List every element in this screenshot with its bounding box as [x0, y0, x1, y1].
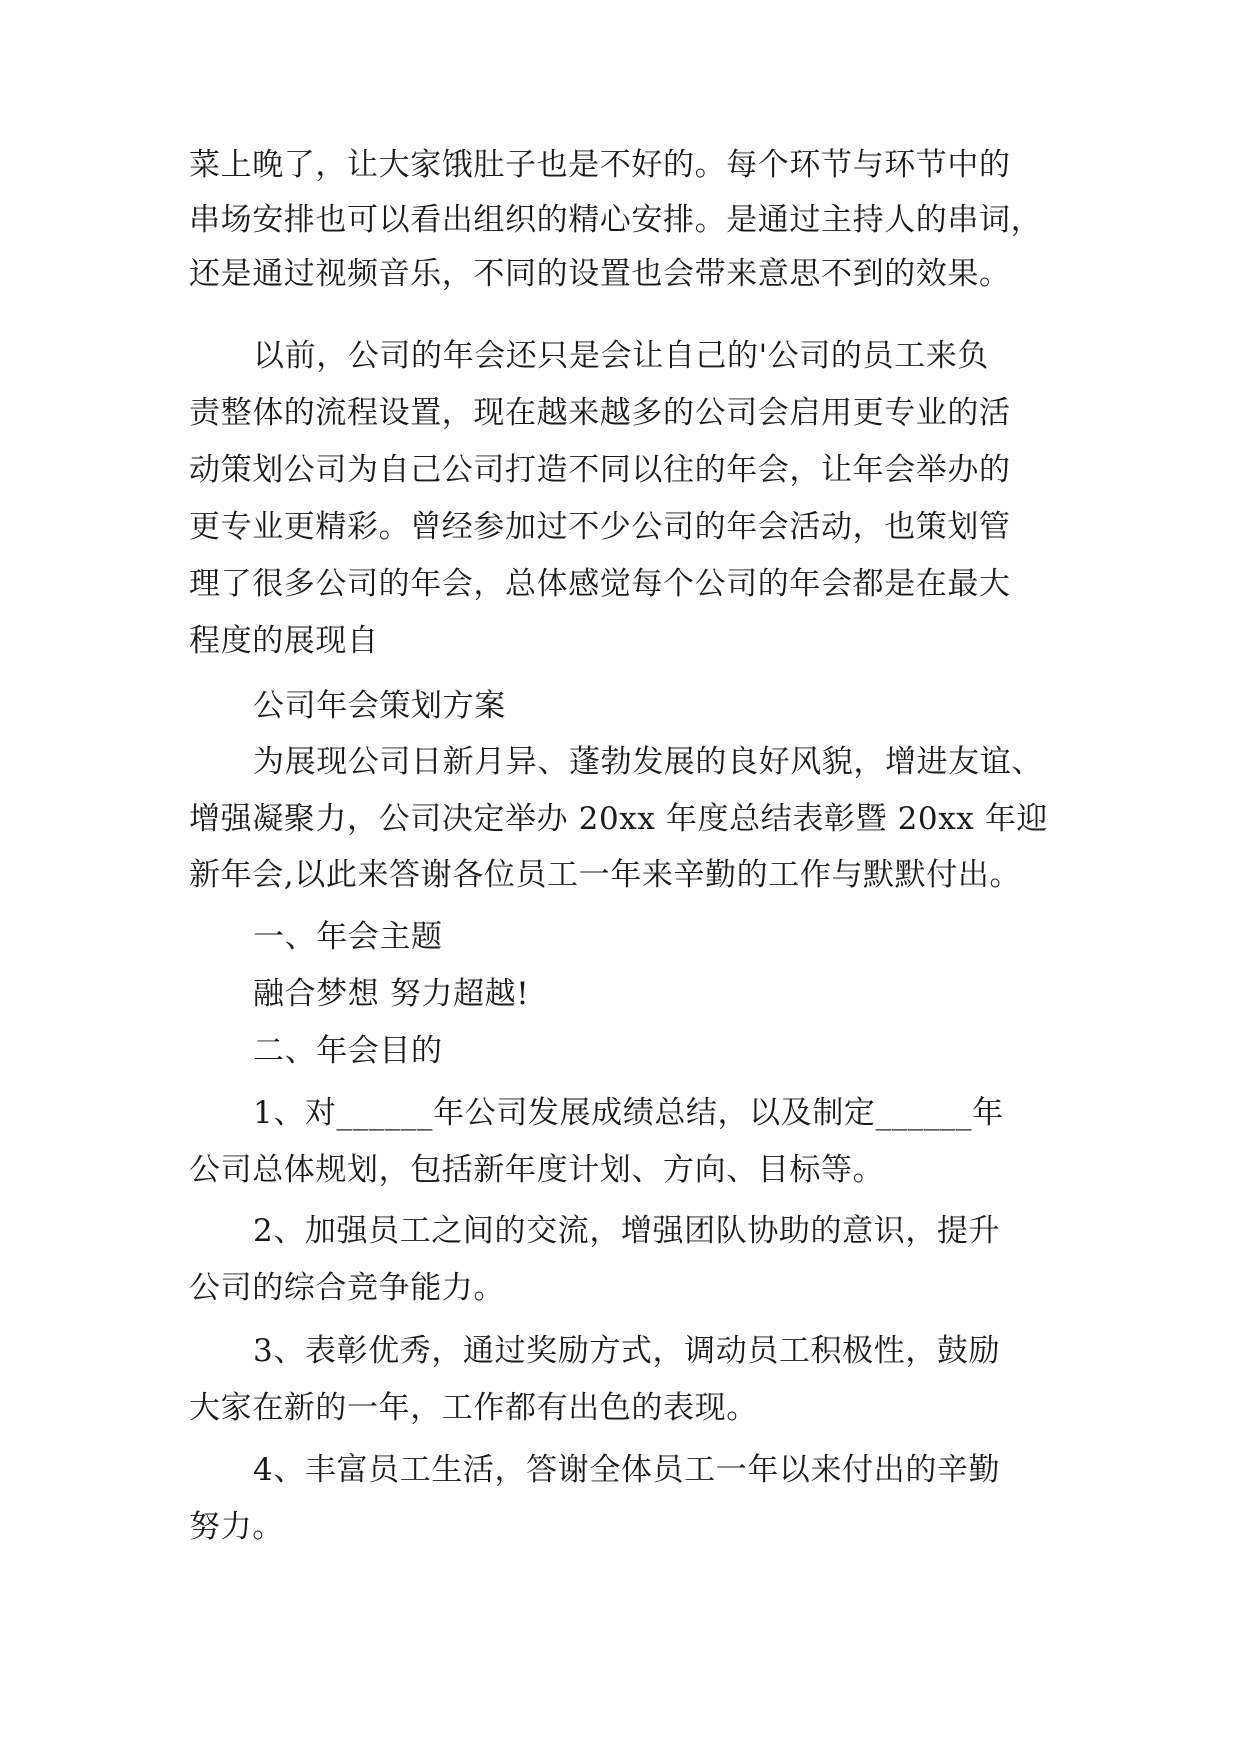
heading-purpose: 二、年会目的: [253, 1033, 443, 1069]
text-line: 努力。: [189, 1509, 284, 1545]
text-line: 大家在新的一年，工作都有出色的表现。: [189, 1390, 758, 1426]
list-item-2: 2、加强员工之间的交流，增强团队协助的意识，提升: [253, 1213, 1001, 1249]
list-item-1: 1、对______年公司发展成绩总结，以及制定______年: [253, 1095, 1004, 1131]
text-line: 菜上晚了，让大家饿肚子也是不好的。每个环节与环节中的: [189, 147, 1011, 183]
text-line: 串场安排也可以看出组织的精心安排。是通过主持人的串词，: [189, 202, 1043, 238]
text-line: 责整体的流程设置，现在越来越多的公司会启用更专业的活: [189, 395, 1011, 431]
text-line: 新年会,以此来答谢各位员工一年来辛勤的工作与默默付出。: [189, 857, 1022, 893]
heading-theme: 一、年会主题: [253, 919, 443, 955]
text-line: 公司总体规划，包括新年度计划、方向、目标等。: [189, 1152, 885, 1188]
text-line: 还是通过视频音乐，不同的设置也会带来意思不到的效果。: [189, 256, 1011, 292]
text-line: 理了很多公司的年会，总体感觉每个公司的年会都是在最大: [189, 566, 1011, 602]
section-title: 公司年会策划方案: [253, 688, 506, 724]
text-line: 更专业更精彩。曾经参加过不少公司的年会活动，也策划管: [189, 509, 1011, 545]
list-item-4: 4、丰富员工生活，答谢全体员工一年以来付出的辛勤: [253, 1452, 1001, 1488]
text-line: 动策划公司为自己公司打造不同以往的年会，让年会举办的: [189, 452, 1011, 488]
text-line: 增强凝聚力，公司决定举办 20xx 年度总结表彰暨 20xx 年迎: [189, 801, 1049, 837]
paragraph-first-line: 为展现公司日新月异、蓬勃发展的良好风貌，增进友谊、: [253, 744, 1043, 780]
text-line: 公司的综合竞争能力。: [189, 1270, 505, 1306]
list-item-3: 3、表彰优秀，通过奖励方式，调动员工积极性，鼓励: [253, 1333, 1001, 1369]
paragraph-first-line: 以前，公司的年会还只是会让自己的'公司的员工来负: [253, 338, 989, 374]
text-line: 程度的展现自: [189, 623, 379, 659]
theme-slogan: 融合梦想 努力超越!: [253, 976, 530, 1012]
